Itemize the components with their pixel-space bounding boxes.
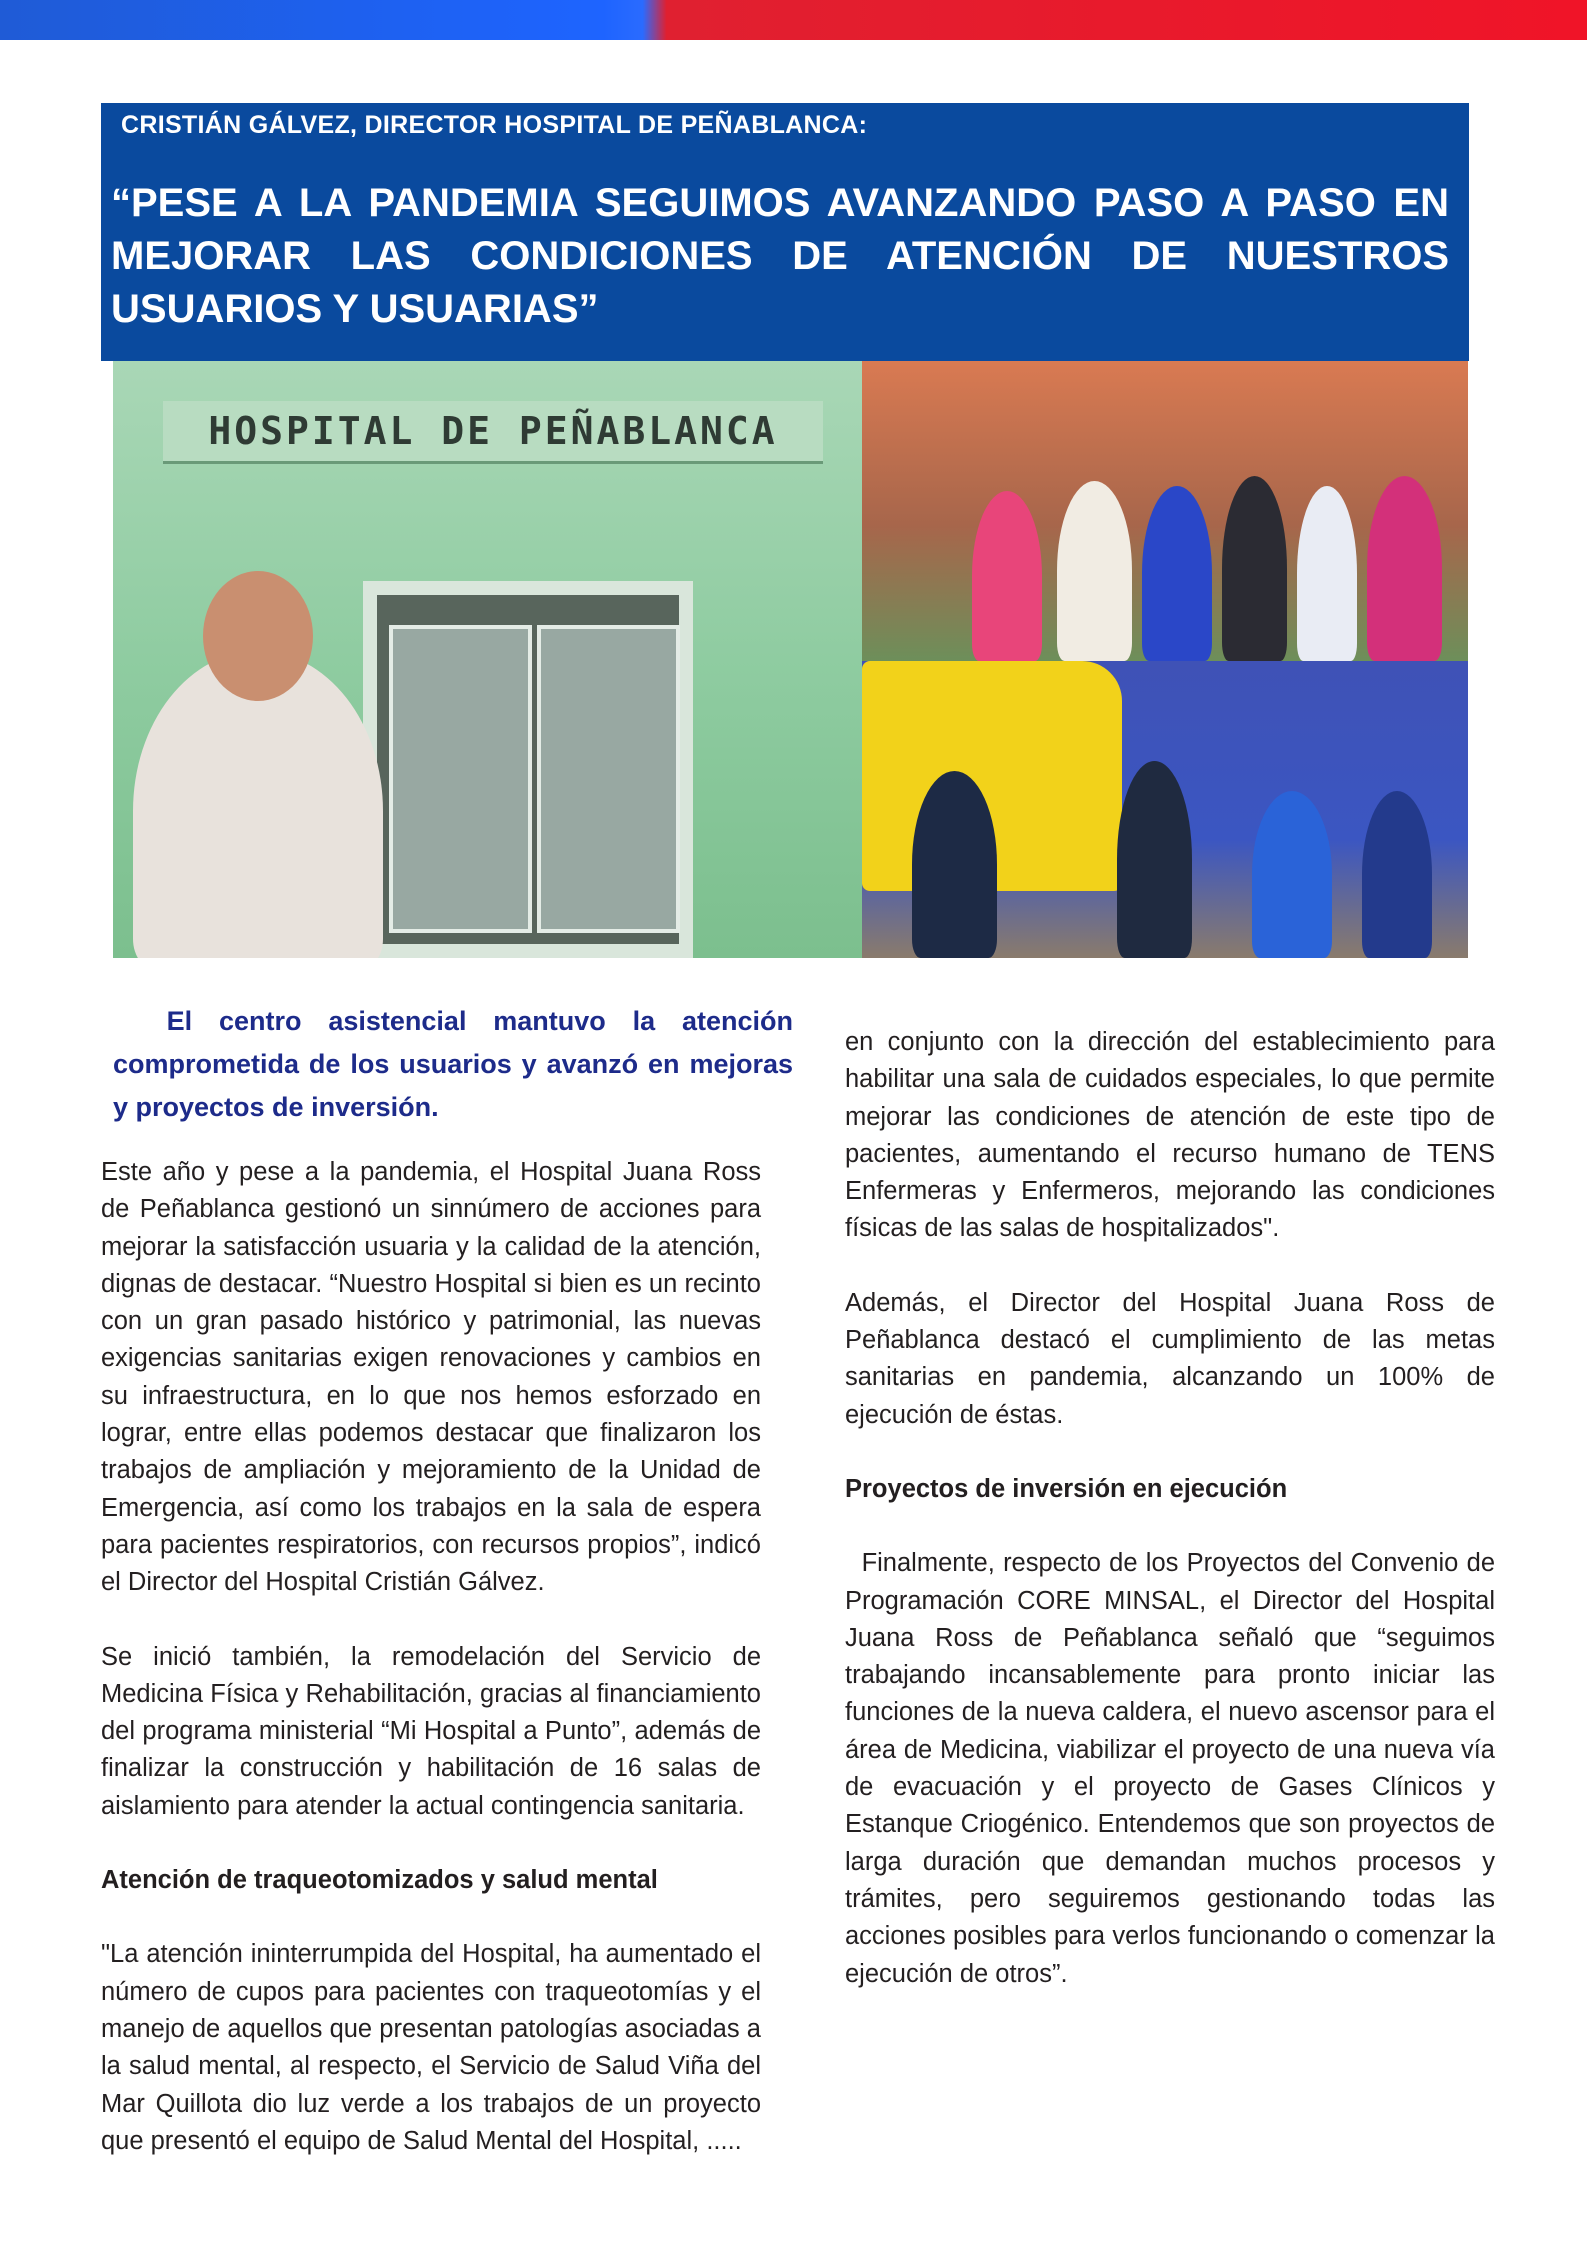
photo-staff-group xyxy=(862,361,1468,661)
paragraph: en conjunto con la dirección del establecimiento para habilitar una sala de cuidados especiales, lo que permite mejorar las condiciones de atención de este tipo de pacientes, aumentando el recurso humano de TENS Enfermeras y Enfermeros, mejorando las condiciones físicas de las salas de hospitalizados". xyxy=(845,1028,1495,1243)
lede-summary: El centro asistencial mantuvo la atención comprometida de los usuarios y avanzó en mejoras y proyectos de inversión. xyxy=(113,1006,793,1122)
article-column-1 xyxy=(101,1154,761,2160)
hospital-sign: HOSPITAL DE PEÑABLANCA xyxy=(163,401,823,464)
photo-hospital-entrance xyxy=(113,361,862,958)
subheading-tracheostomy: Atención de traqueotomizados y salud mental xyxy=(101,1866,658,1895)
hospital-door xyxy=(363,581,693,958)
paragraph: Se inició también, la remodelación del Servicio de Medicina Física y Rehabilitación, gracias al financiamiento del programa ministerial “Mi Hospital a Punto”, además de finalizar la construcción y habilitación de 16 salas de aislamiento para atender la actual contingencia sanitaria. xyxy=(101,1642,761,1820)
paragraph: Este año y pese a la pandemia, el Hospital Juana Ross de Peñablanca gestionó un sinnúmero de acciones para mejorar la satisfacción usuaria y la calidad de la atención, dignas de destacar. “Nuestro Hospital si bien es un recinto con un gran pasado histórico y patrimonial, las nuevas exigencias sanitarias exigen renovaciones y cambios en su infraestructura, en lo que nos hemos esforzado en lograr, entre ellas podemos destacar que finalizaron los trabajos de ampliación y mejoramiento de la Unidad de Emergencia, así como los trabajos en la sala de espera para pacientes respiratorios, con recursos propios”, indicó el Director del Hospital Cristián Gálvez. xyxy=(101,1158,761,1597)
paragraph: Finalmente, respecto de los Proyectos del Convenio de Programación CORE MINSAL, el Director del Hospital Juana Ross de Peñablanca señaló que “seguimos trabajando incansablemente para pronto iniciar las funciones de la nueva caldera, el nuevo ascensor para el área de Medicina, viabilizar el proyecto de una nueva vía de evacuación y el proyecto de Gases Clínicos y Estanque Criogénico. Entendemos que son proyectos de larga duración que demandan muchos procesos y trámites, pero seguiremos gestionando todas las acciones posibles para verlos funcionando o comenzar la ejecución de otros”. xyxy=(845,1549,1495,1988)
subheading-investment: Proyectos de inversión en ejecución xyxy=(845,1474,1288,1503)
page-headline: “PESE A LA PANDEMIA SEGUIMOS AVANZANDO PASO A PASO EN MEJORAR LAS CONDICIONES DE ATENCIÓN DE NUESTROS USUARIOS Y USUARIAS” xyxy=(111,181,1449,331)
paragraph: Además, el Director del Hospital Juana Ross de Peñablanca destacó el cumplimiento de las metas sanitarias en pandemia, alcanzando un 100% de ejecución de éstas. xyxy=(845,1288,1495,1429)
article-column-2 xyxy=(845,1024,1495,1993)
director-head xyxy=(203,571,313,701)
header-banner xyxy=(101,103,1469,361)
top-color-bar xyxy=(0,0,1587,40)
photo-samu-team xyxy=(862,661,1468,958)
paragraph: "La atención ininterrumpida del Hospital, ha aumentado el número de cupos para pacientes con traqueotomías y el manejo de aquellos que presentan patologías asociadas a la salud mental, al respecto, el Servicio de Salud Viña del Mar Quillota dio luz verde a los trabajos de un proyecto que presentó el equipo de Salud Mental del Hospital, ..... xyxy=(101,1940,761,2155)
header-kicker: CRISTIÁN GÁLVEZ, DIRECTOR HOSPITAL DE PEÑABLANCA: xyxy=(121,111,868,139)
